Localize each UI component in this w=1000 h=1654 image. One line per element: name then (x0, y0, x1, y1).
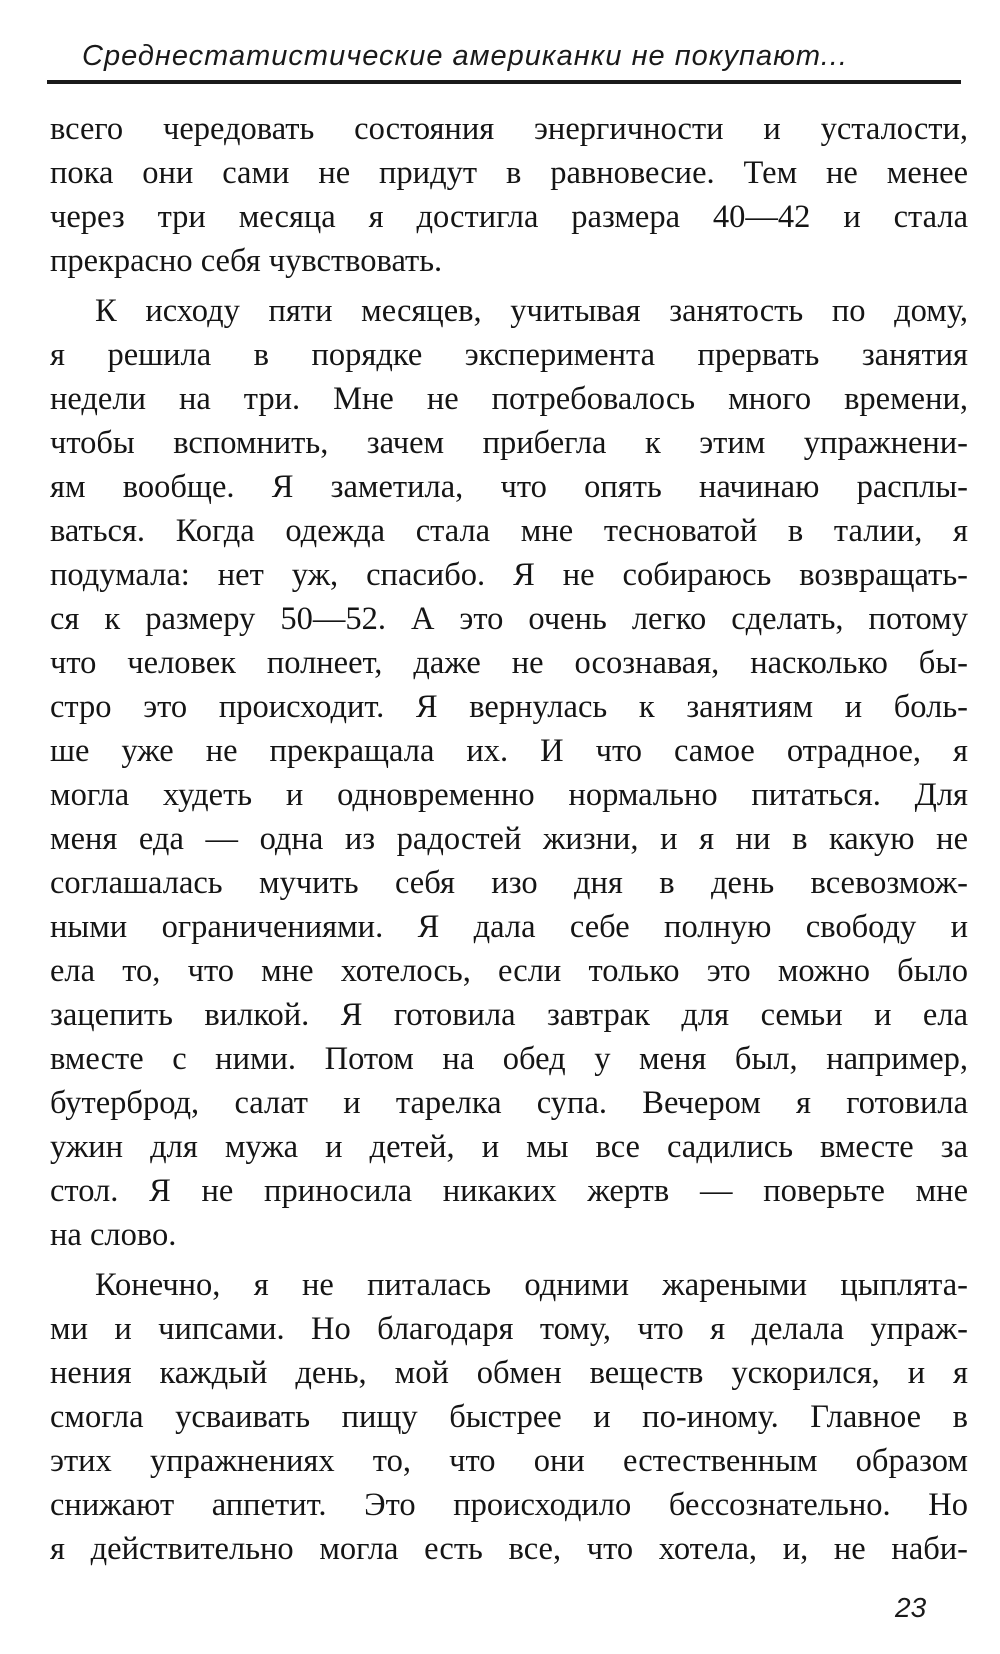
text-line: зацепить вилкой. Я готовила завтрак для семьи и ела (50, 997, 968, 1033)
text-line: ела то, что мне хотелось, если только это можно было (50, 953, 968, 989)
text-line: что человек полнеет, даже не осознавая, насколько бы- (50, 645, 968, 681)
text-line: ми и чипсами. Но благодаря тому, что я делала упраж- (50, 1311, 968, 1347)
body-text (50, 107, 968, 1571)
text-line: ужин для мужа и детей, и мы все садились вместе за (50, 1129, 968, 1165)
text-line: вместе с ними. Потом на обед у меня был, например, (50, 1041, 968, 1077)
text-line: К исходу пяти месяцев, учитывая занятость по дому, (95, 293, 968, 329)
paragraph (50, 107, 968, 283)
text-line: ше уже не прекращала их. И что самое отрадное, я (50, 733, 968, 769)
text-line: пока они сами не придут в равновесие. Тем не менее (50, 155, 968, 191)
text-line: нения каждый день, мой обмен веществ ускорился, и я (50, 1355, 968, 1391)
text-line: ными ограничениями. Я дала себе полную свободу и (50, 909, 968, 945)
text-line: соглашалась мучить себя изо дня в день всевозмож- (50, 865, 968, 901)
text-line: бутерброд, салат и тарелка супа. Вечером я готовила (50, 1085, 968, 1121)
text-line: прекрасно себя чувствовать. (50, 243, 443, 279)
page-number: 23 (895, 1592, 927, 1623)
header-rule (47, 80, 961, 84)
text-line: Конечно, я не питалась одними жареными цыплята- (95, 1267, 968, 1303)
text-line: через три месяца я достигла размера 40—42 и стала (50, 199, 968, 235)
text-line: всего чередовать состояния энергичности и усталости, (50, 111, 968, 147)
running-head: Среднестатистические американки не покупают... (82, 40, 848, 72)
text-line: стро это происходит. Я вернулась к занятиям и боль- (50, 689, 968, 725)
text-line: этих упражнениях то, что они естественным образом (50, 1443, 968, 1479)
text-line: ваться. Когда одежда стала мне тесноватой в талии, я (50, 513, 968, 549)
text-line: снижают аппетит. Это происходило бессознательно. Но (50, 1487, 968, 1523)
text-line: на слово. (50, 1217, 177, 1253)
text-line: подумала: нет уж, спасибо. Я не собираюсь возвращать- (50, 557, 968, 593)
text-line: чтобы вспомнить, зачем прибегла к этим упражнени- (50, 425, 968, 461)
text-line: ям вообще. Я заметила, что опять начинаю расплы- (50, 469, 968, 505)
paragraph (50, 1263, 968, 1571)
text-line: недели на три. Мне не потребовалось много времени, (50, 381, 968, 417)
text-line: я действительно могла есть все, что хотела, и, не наби- (50, 1531, 968, 1567)
text-line: я решила в порядке эксперимента прервать занятия (50, 337, 968, 373)
paragraph (50, 289, 968, 1257)
text-line: ся к размеру 50—52. А это очень легко сделать, потому (50, 601, 968, 637)
text-line: стол. Я не приносила никаких жертв — поверьте мне (50, 1173, 968, 1209)
text-line: могла худеть и одновременно нормально питаться. Для (50, 777, 968, 813)
text-line: смогла усваивать пищу быстрее и по-иному. Главное в (50, 1399, 968, 1435)
text-line: меня еда — одна из радостей жизни, и я ни в какую не (50, 821, 968, 857)
